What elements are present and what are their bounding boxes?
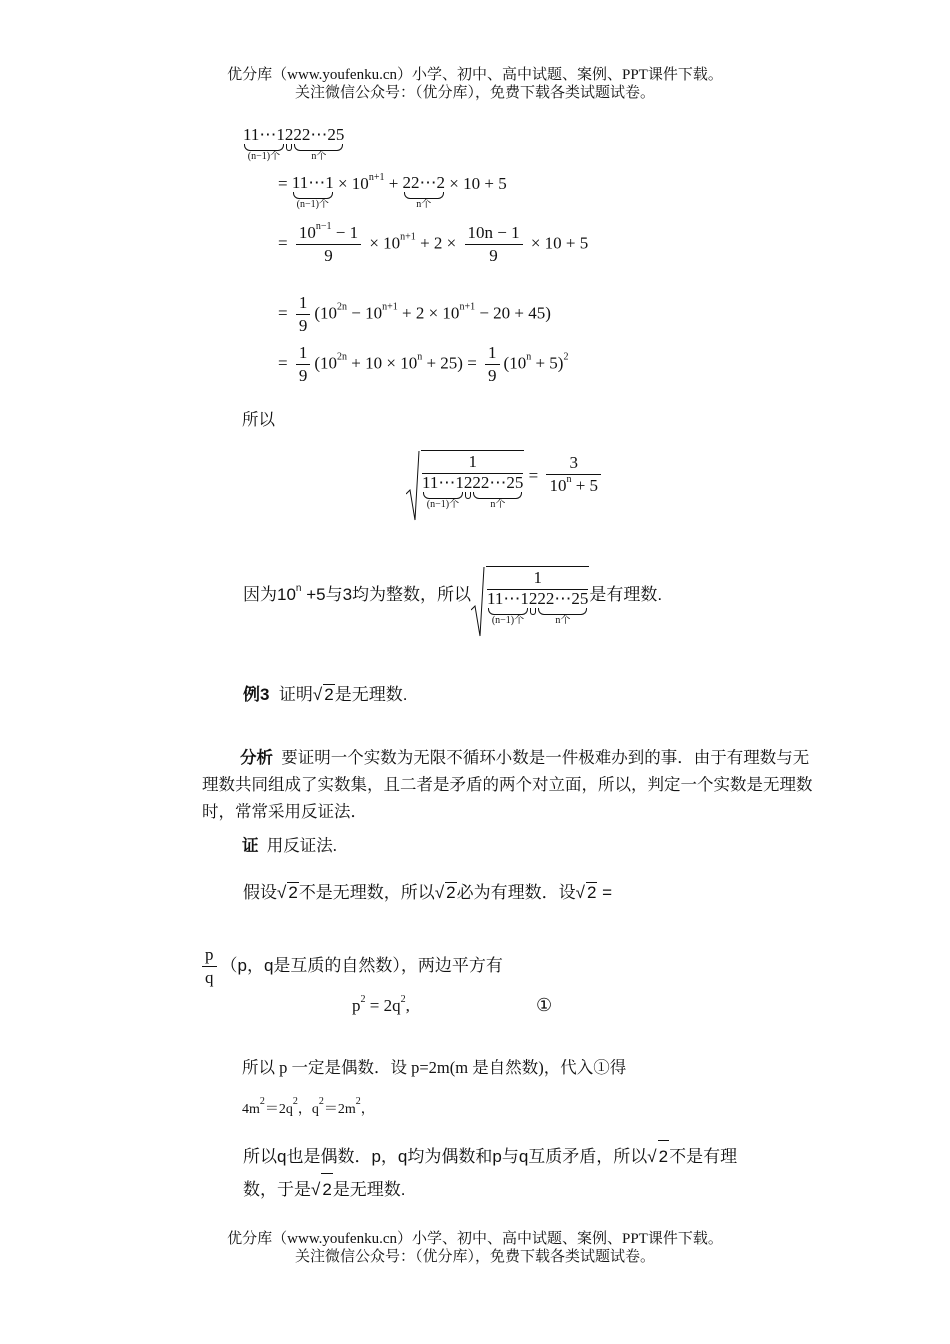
p-even-line: 所以 p 一定是偶数．设 p=2m(m 是自然数)，代入①得 (242, 1058, 627, 1077)
pq-line: $\frac{p}{q}$ （p，q是互质的自然数），两边平方有 (202, 944, 503, 989)
fraction-result-rhs: $\frac{3}{10^n + 5}$ (546, 452, 601, 497)
footer-line-1: 优分库（www.youfenku.cn）小学、初中、高中试题、案例、PPT课件下载。 (227, 1231, 723, 1247)
derivation-step-2: = $\frac{10^{n-1} - 1}{9}$ × $10^{n+1} + 2$ × $\frac{10n - 1}{9}$ × 10 + 5 (278, 221, 589, 265)
example-3: 例3 证明√ 2是无理数. (243, 685, 408, 704)
underbrace-ones: 11⋯1 (n−1)个 (243, 125, 285, 162)
equation-marker-1: ① (536, 995, 553, 1015)
underbrace-step1-ones: 11⋯1 (n−1)个 (291, 173, 334, 210)
sqrt-result: 1 11⋯1 (n−1)个 2 22⋯25 n个 (406, 450, 524, 522)
radical-sign-icon-2 (471, 566, 485, 638)
header-line-1: 优分库（www.youfenku.cn）小学、初中、高中试题、案例、PPT课件下载。 (227, 67, 723, 83)
derivation-step-3: = $\frac{1}{9}$ $(10^{2n} - 10^{n+1} + 2 \times 10^{n+1} - 20 + 45)$ (278, 293, 551, 335)
equation-1: $p^2 = 2q^2$, (352, 994, 410, 1015)
because-line: 因为$10^n +5$与3均为整数，所以 1 11⋯1 (n−1)个 2 22⋯25 n个 是有理数. (243, 566, 662, 638)
assume-line: 假设√ 2不是无理数，所以√ 2必为有理数．设√ 2 = (243, 883, 613, 902)
underbrace-step1-twos: 22⋯2 n个 (402, 173, 446, 210)
analysis-paragraph: 分析 要证明一个实数为无限不循环小数是一件极难办到的事．由于有理数与无理数共同组成了实数集，且二者是矛盾的两个对立面，所以，判定一个实数是无理数时，常常采用反证法． (202, 748, 813, 821)
footer-line-2: 关注微信公众号：（优分库），免费下载各类试题试卷。 (294, 1249, 655, 1265)
underbrace-twos: 2 (285, 126, 294, 151)
proof-line: 证 用反证法. (242, 836, 337, 855)
derivation-step-4: = $\frac{1}{9}$ $(10^{2n} + 10 \times 10^n + 25)$ = $\frac{1}{9}$ $(10^n + 5)^2$ (278, 343, 569, 385)
fraction-one-ninth-b: $\frac{1}{9}$ (296, 342, 311, 387)
conclusion-paragraph: 所以q也是偶数．p，q均为偶数和p与q互质矛盾，所以√ 2不是有理 数，于是√ 2是无理数. (243, 1140, 737, 1206)
suoyi-text: 所以 (242, 410, 275, 429)
header-line-2: 关注微信公众号：（优分库），免费下载各类试题试卷。 (294, 85, 655, 101)
line-4m-squared: $4m^2=2q^2$，$q^2=2m^2$， (242, 1096, 375, 1117)
fraction-p-over-q: $\frac{p}{q}$ (202, 944, 217, 989)
sqrt-because: 1 11⋯1 (n−1)个 2 22⋯25 n个 (471, 566, 589, 638)
derivation-lhs (243, 126, 344, 162)
derivation-step-1: = 11⋯1 (n−1)个 × $10^{n+1}$ + 22⋯2 n个 × 10 + 5 (278, 172, 507, 210)
underbrace-twos-n: 22⋯25 n个 (293, 125, 345, 162)
radical-sign-icon (406, 450, 420, 522)
result-equation: 1 11⋯1 (n−1)个 2 22⋯25 n个 = $\frac{3}{10^n + 5}$ (406, 450, 605, 522)
fraction-step2-b: $\frac{10n - 1}{9}$ (465, 222, 523, 267)
sqrt-two-icon: √ 2 (312, 685, 334, 704)
page-header (0, 66, 950, 102)
page-footer (0, 1230, 950, 1266)
fraction-step2-a: $\frac{10^{n-1} - 1}{9}$ (296, 222, 361, 267)
fraction-one-ninth-c: $\frac{1}{9}$ (485, 342, 500, 387)
fraction-one-ninth: $\frac{1}{9}$ (296, 292, 311, 337)
